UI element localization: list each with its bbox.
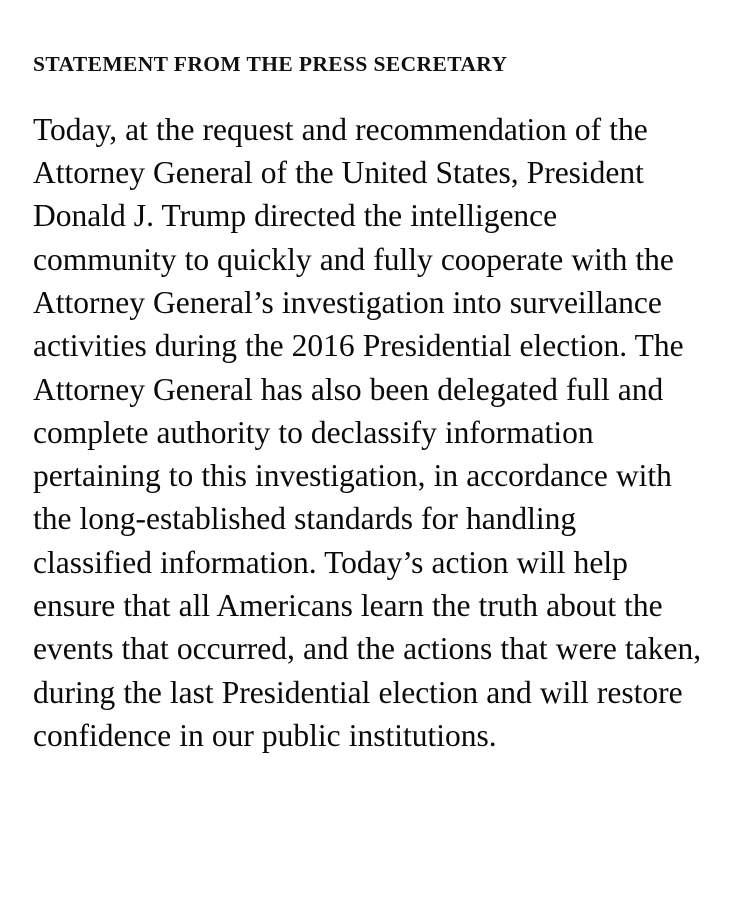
page-title: STATEMENT FROM THE PRESS SECRETARY: [33, 52, 508, 76]
statement-body: Today, at the request and recommendation of the Attorney General of the United States, President Donald J. Trump directed the intelligence community to quickly and fully cooperate with the Attorney General’s investigation into surveillance activities during the 2016 Presidential election. The Attorney General has also been delegated full and complete authority to declassify information pertaining to this investigation, in accordance with the long-established standards for handling classified information. Today’s action will help ensure that all Americans learn the truth about the events that occurred, and the actions that were taken, during the last Presidential election and will restore confidence in our public institutions.: [33, 111, 702, 753]
